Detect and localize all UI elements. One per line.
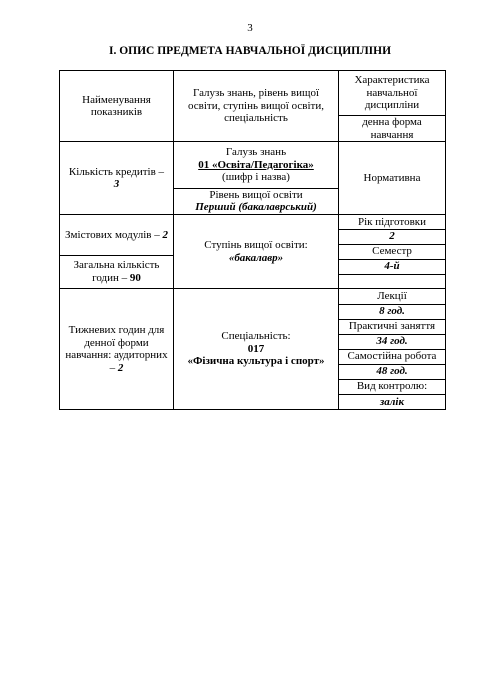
practice-label: Практичні заняття <box>339 319 445 334</box>
hours-label: Загальна кількість годин – <box>73 259 160 284</box>
table-row-weekly <box>60 289 446 410</box>
field-value: 01 «Освіта/Педагогіка» <box>198 158 314 171</box>
specialty-label: Спеціальність: <box>221 330 291 343</box>
specialty-code: 017 <box>247 342 265 355</box>
self-study-value: 48 год. <box>339 364 445 379</box>
lectures-label: Лекції <box>339 289 445 304</box>
course-type: Нормативна <box>339 142 446 215</box>
hours-cell <box>60 255 174 288</box>
table-row-credits <box>60 142 446 215</box>
field-note: (шифр і назва) <box>222 171 290 183</box>
header-characteristics: Характеристика навчальної дисципліни <box>339 71 446 116</box>
table-row-modules <box>60 215 446 256</box>
weekly-label: Тижневих годин для денної форми навчання: аудиторних – <box>65 324 168 374</box>
year-value: 2 <box>339 229 445 244</box>
practice-value: 34 год. <box>339 334 445 349</box>
field-of-knowledge-cell <box>174 142 339 215</box>
specialty-cell <box>174 289 339 410</box>
lectures-value: 8 год. <box>339 304 445 319</box>
credits-value: 3 <box>113 178 120 190</box>
weekly-cell <box>60 289 174 410</box>
field-label: Галузь знань <box>225 146 287 158</box>
control-value: залік <box>379 395 405 408</box>
page-number: 3 <box>247 22 253 34</box>
year-label: Рік підготовки <box>339 215 445 229</box>
degree-value: «бакалавр» <box>228 251 284 264</box>
modules-cell <box>60 215 174 256</box>
course-description-table <box>59 70 446 410</box>
credits-cell <box>60 142 174 215</box>
header-indicators: Найменування показників <box>60 71 174 142</box>
degree-label: Ступінь вищої освіти: <box>204 239 308 251</box>
year-semester-cell <box>339 215 446 289</box>
level-label: Рівень вищої освіти <box>209 188 303 201</box>
specialty-name: «Фізична культура і спорт» <box>187 355 325 368</box>
semester-label: Семестр <box>339 244 445 259</box>
workload-cell <box>339 289 446 410</box>
header-field-degree: Галузь знань, рівень вищої освіти, ступінь вищої освіти, спеціальність <box>174 71 339 142</box>
level-value: Перший (бакалаврський) <box>195 201 317 214</box>
section-title: І. ОПИС ПРЕДМЕТА НАВЧАЛЬНОЇ ДИСЦИПЛІНИ <box>108 45 392 57</box>
modules-value: 2 <box>162 228 168 241</box>
credits-label: Кількість кредитів – <box>68 165 165 178</box>
self-study-label: Самостійна робота <box>339 349 445 364</box>
table-header-row <box>60 71 446 116</box>
degree-cell <box>174 215 339 289</box>
control-label: Вид контролю: <box>339 379 445 394</box>
hours-value: 90 <box>129 271 141 284</box>
semester-value: 4-й <box>339 259 445 274</box>
modules-label: Змістових модулів – <box>65 228 160 241</box>
weekly-value: 2 <box>117 361 124 374</box>
header-full-time: денна форма навчання <box>339 116 446 142</box>
